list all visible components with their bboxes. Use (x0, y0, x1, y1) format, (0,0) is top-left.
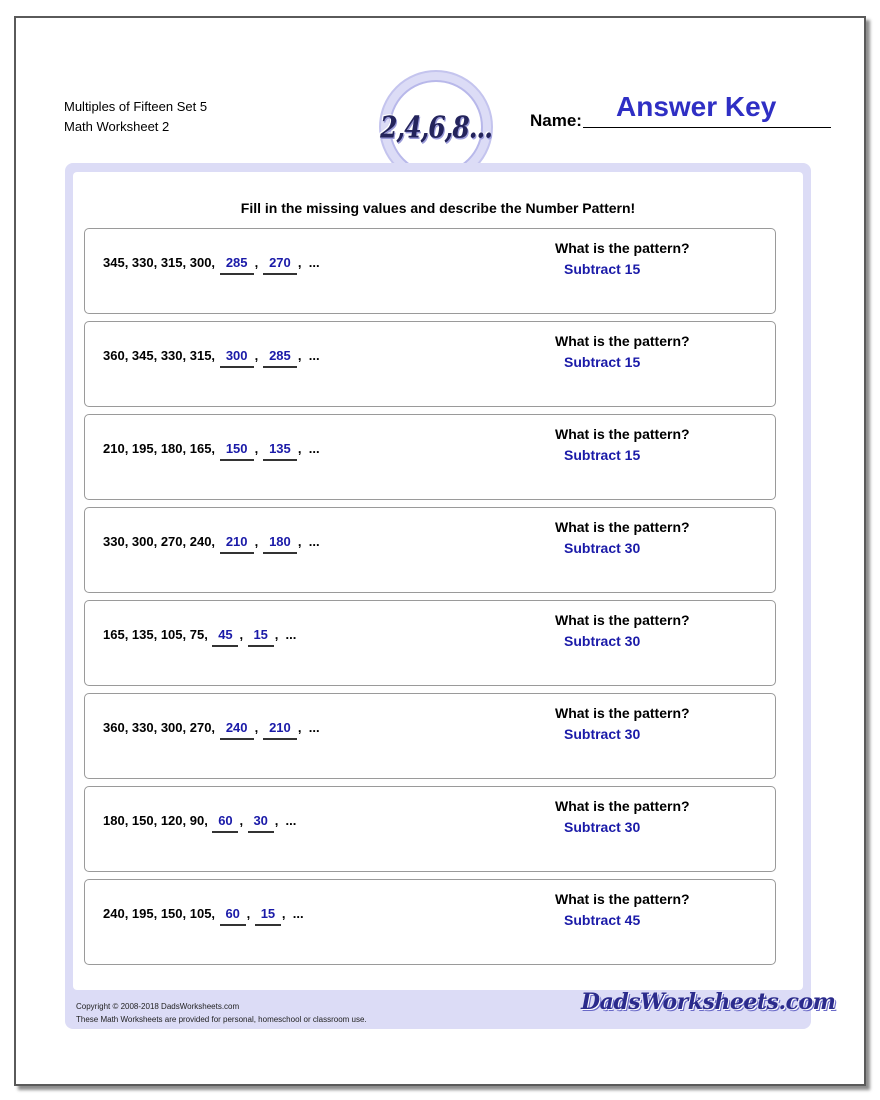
number-sequence (103, 720, 320, 740)
comma: , (239, 813, 244, 828)
sequence-given: 330, 300, 270, 240, (103, 534, 216, 549)
comma: , (297, 534, 302, 549)
ellipsis: ... (308, 720, 320, 735)
pattern-question: What is the pattern? (555, 798, 690, 814)
problem-box (84, 600, 776, 686)
number-sequence (103, 813, 296, 833)
comma: , (297, 720, 302, 735)
ellipsis: ... (308, 255, 320, 270)
number-sequence (103, 441, 320, 461)
ellipsis: ... (292, 906, 304, 921)
comma: , (274, 813, 279, 828)
name-label: Name: (530, 111, 582, 130)
pattern-answer: Subtract 15 (564, 354, 641, 370)
problem-box (84, 786, 776, 872)
logo-text: 2,4,6,8... (380, 109, 492, 145)
number-sequence (103, 627, 296, 647)
sequence-given: 180, 150, 120, 90, (103, 813, 208, 828)
comma: , (239, 627, 244, 642)
worksheet-content (73, 172, 803, 990)
number-sequence (103, 906, 304, 926)
answer-blank: 285 (220, 255, 254, 275)
sequence-given: 345, 330, 315, 300, (103, 255, 216, 270)
comma: , (297, 348, 302, 363)
sequence-given: 165, 135, 105, 75, (103, 627, 208, 642)
name-line (583, 127, 831, 128)
answer-blank: 150 (220, 441, 254, 461)
answer-blank: 270 (263, 255, 297, 275)
pattern-answer: Subtract 30 (564, 633, 641, 649)
problem-box (84, 879, 776, 965)
answer-blank: 285 (263, 348, 297, 368)
comma: , (297, 255, 302, 270)
problem-box (84, 507, 776, 593)
pattern-question: What is the pattern? (555, 426, 690, 442)
pattern-answer: Subtract 15 (564, 447, 641, 463)
answer-blank: 30 (248, 813, 274, 833)
pattern-answer: Subtract 30 (564, 540, 641, 556)
sequence-given: 360, 330, 300, 270, (103, 720, 216, 735)
problem-box (84, 228, 776, 314)
pattern-question: What is the pattern? (555, 891, 690, 907)
brand-logo: DadsWorksheets.com (581, 989, 836, 1015)
sequence-given: 360, 345, 330, 315, (103, 348, 216, 363)
comma: , (254, 441, 259, 456)
worksheet-title-line2: Math Worksheet 2 (64, 119, 170, 134)
answer-blank: 240 (220, 720, 254, 740)
answer-blank: 60 (212, 813, 238, 833)
worksheet-title (64, 97, 207, 137)
pattern-question: What is the pattern? (555, 240, 690, 256)
problem-box (84, 414, 776, 500)
number-sequence (103, 534, 320, 554)
ellipsis: ... (308, 534, 320, 549)
sequence-given: 240, 195, 150, 105, (103, 906, 216, 921)
ellipsis: ... (308, 441, 320, 456)
answer-blank: 300 (220, 348, 254, 368)
answer-key-heading: Answer Key (616, 91, 777, 122)
comma: , (281, 906, 286, 921)
number-sequence (103, 348, 320, 368)
pattern-question: What is the pattern? (555, 333, 690, 349)
comma: , (274, 627, 279, 642)
comma: , (297, 441, 302, 456)
answer-blank: 15 (248, 627, 274, 647)
pattern-question: What is the pattern? (555, 612, 690, 628)
comma: , (254, 255, 259, 270)
answer-blank: 180 (263, 534, 297, 554)
comma: , (254, 720, 259, 735)
pattern-answer: Subtract 30 (564, 819, 641, 835)
answer-blank: 210 (220, 534, 254, 554)
ellipsis: ... (285, 627, 297, 642)
usage-notice: These Math Worksheets are provided for personal, homeschool or classroom use. (76, 1015, 367, 1024)
ellipsis: ... (308, 348, 320, 363)
answer-blank: 135 (263, 441, 297, 461)
comma: , (254, 348, 259, 363)
problem-box (84, 321, 776, 407)
pattern-question: What is the pattern? (555, 519, 690, 535)
sequence-given: 210, 195, 180, 165, (103, 441, 216, 456)
ellipsis: ... (285, 813, 297, 828)
worksheet-title-line1: Multiples of Fifteen Set 5 (64, 99, 208, 114)
worksheet-frame (65, 163, 836, 1029)
pattern-answer: Subtract 15 (564, 261, 641, 277)
pattern-answer: Subtract 30 (564, 726, 641, 742)
comma: , (254, 534, 259, 549)
problem-box (84, 693, 776, 779)
pattern-question: What is the pattern? (555, 705, 690, 721)
answer-blank: 45 (212, 627, 238, 647)
comma: , (246, 906, 251, 921)
copyright-text: Copyright © 2008-2018 DadsWorksheets.com (76, 1002, 240, 1011)
answer-blank: 15 (255, 906, 281, 926)
answer-blank: 60 (220, 906, 246, 926)
number-sequence (103, 255, 320, 275)
logo-inner-circle (380, 80, 492, 174)
instructions: Fill in the missing values and describe the Number Pattern! (240, 200, 636, 216)
footer-text (76, 1000, 367, 1026)
answer-blank: 210 (263, 720, 297, 740)
pattern-answer: Subtract 45 (564, 912, 641, 928)
